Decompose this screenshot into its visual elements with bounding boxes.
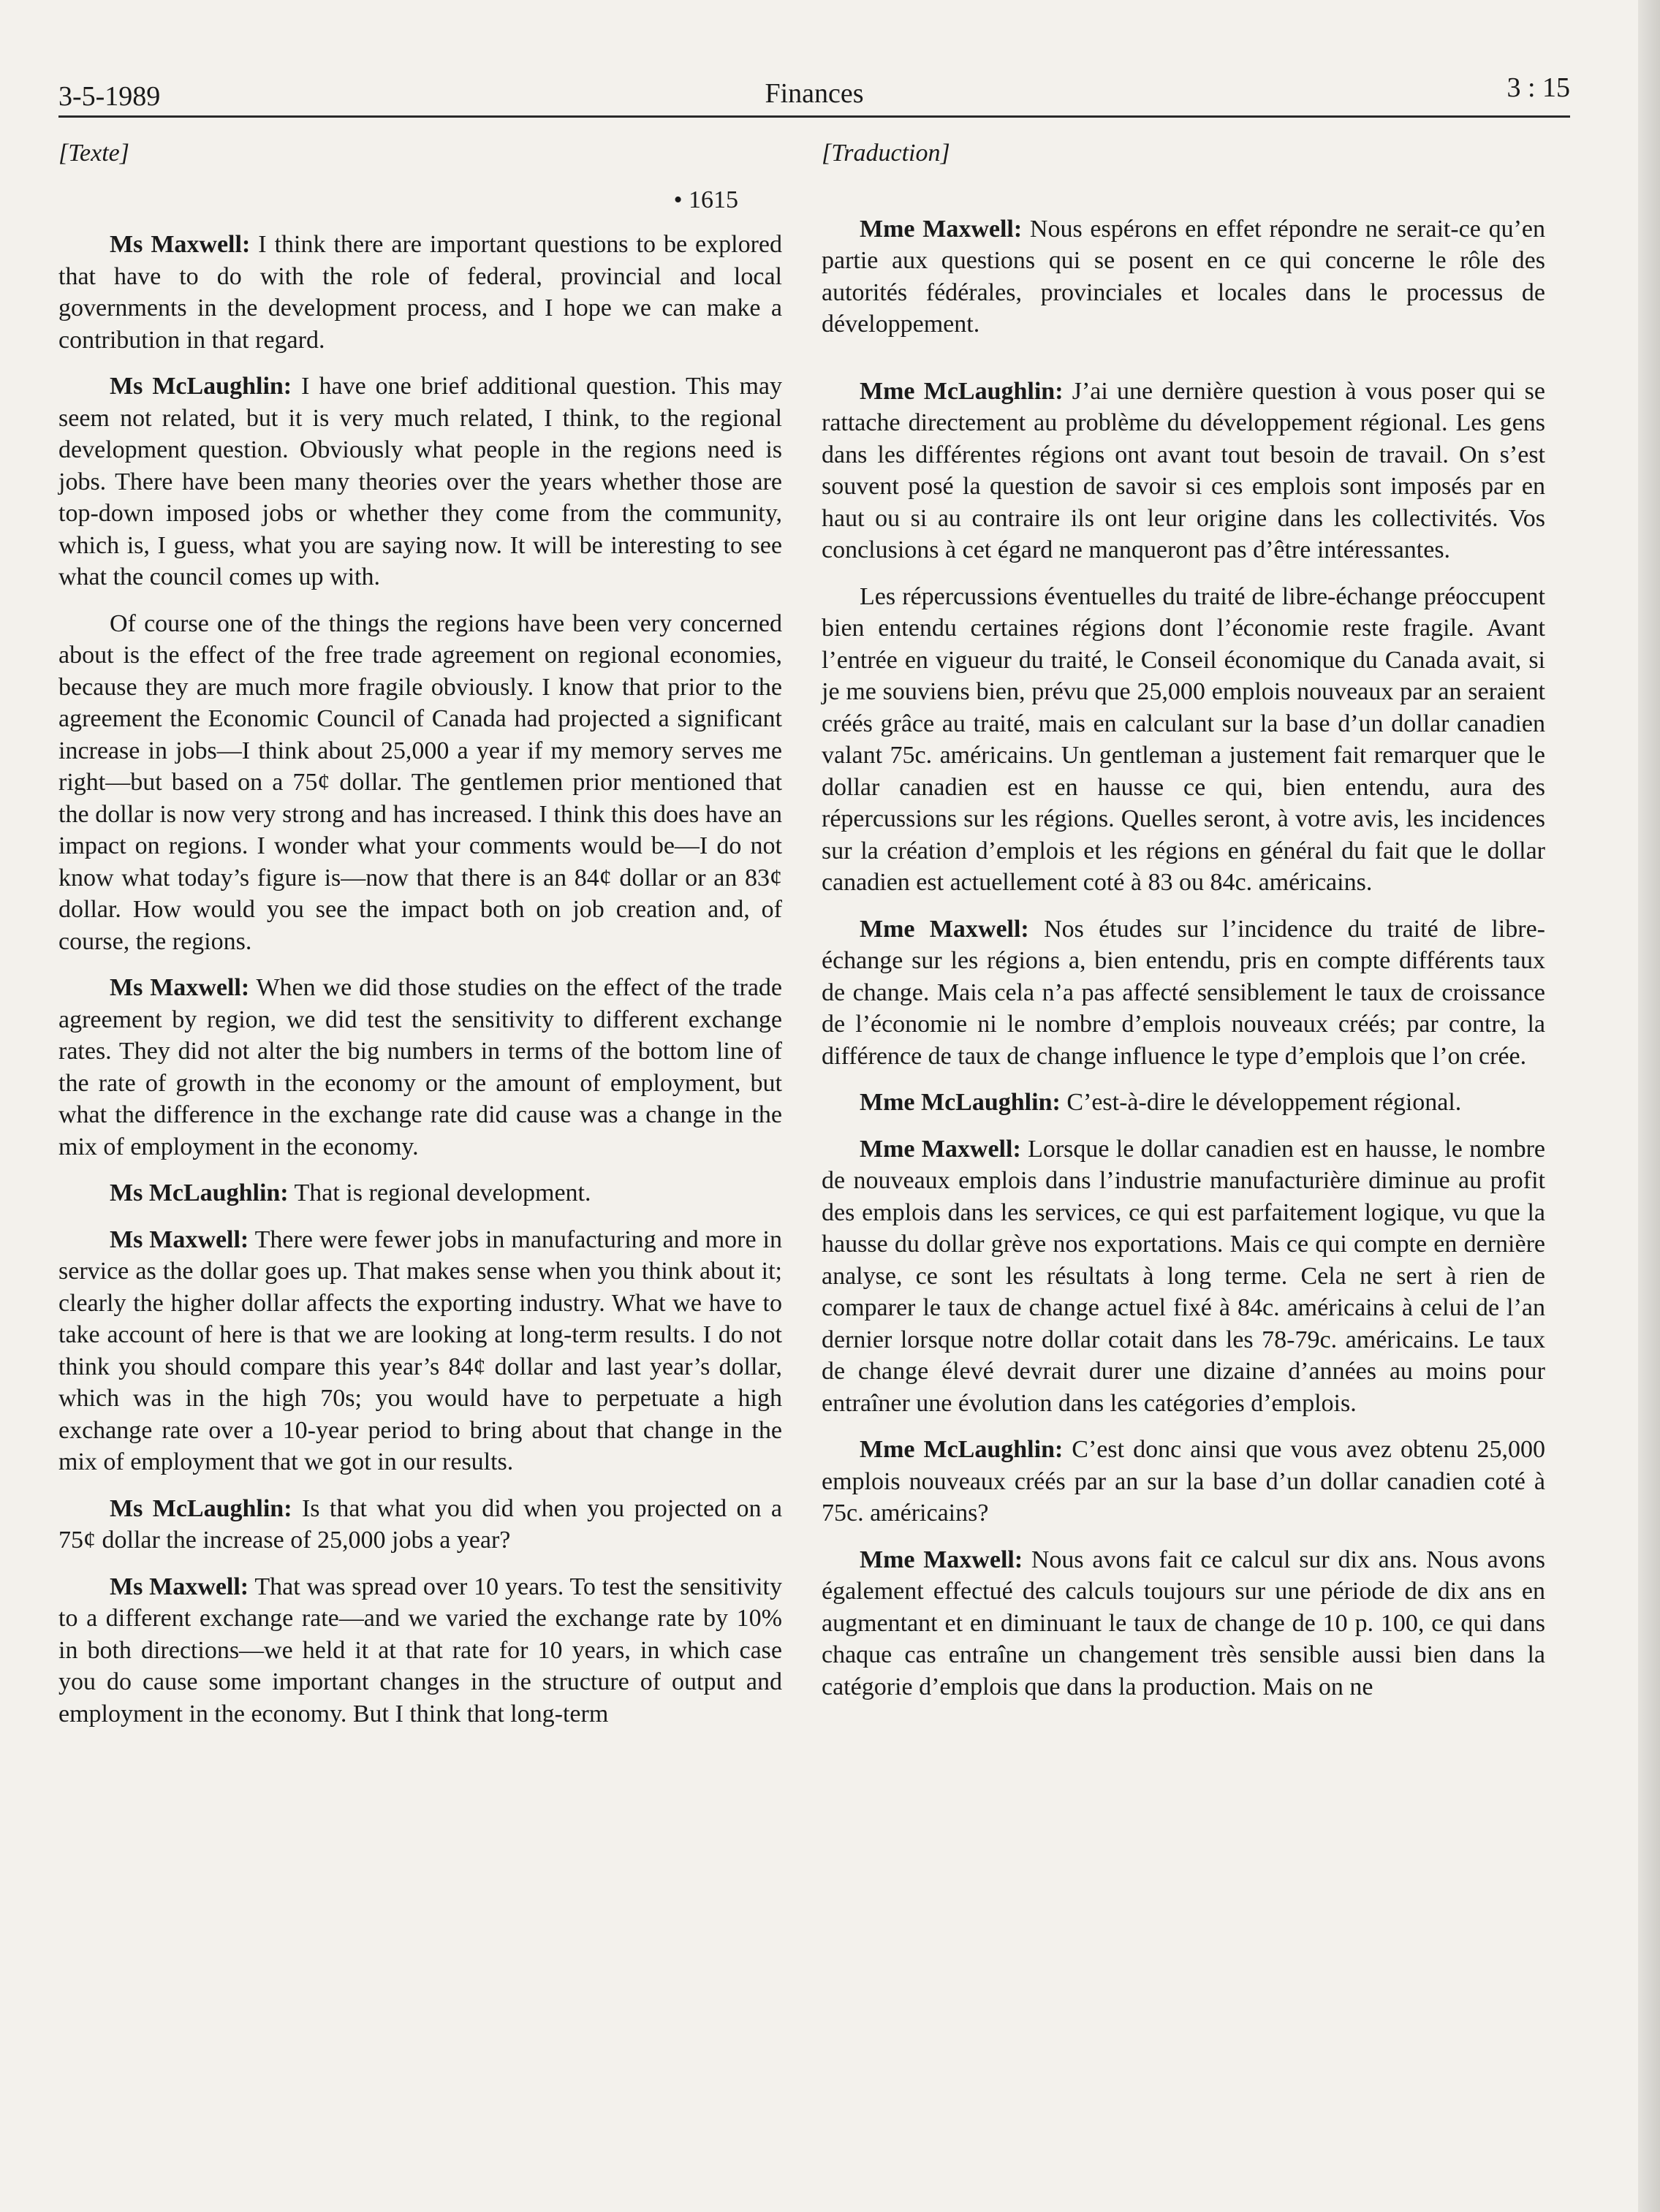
time-mark: • 1615 <box>673 186 738 213</box>
speaker-name: Ms Maxwell: <box>110 1573 249 1600</box>
speaker-name: Mme Maxwell: <box>860 915 1029 943</box>
speaker-name: Mme Maxwell: <box>860 1135 1021 1163</box>
paragraph <box>822 213 1545 341</box>
paragraph <box>58 1571 782 1730</box>
paragraph <box>58 370 782 593</box>
paragraph-text: That was spread over 10 years. To test the sensitivity to a different exchange rate—and we varied the exchange rate by 10% in both directions—we held it at that rate for 10 years, in which case you do cause some important changes in the structure of output and employment in the economy. But I think that long-term <box>58 1573 782 1728</box>
paragraph-text: I think there are important questions to be explored that have to do with the role of federal, provincial and local governments in the development process, and I hope we can make a contribution in that regard. <box>58 231 782 354</box>
paragraph-text: Les répercussions éventuelles du traité de libre-échange préoccupent bien entendu certaines régions dont l’économie reste fragile. Avant l’entrée en vigueur du traité, le Conseil économique du Canada avait, si je me souviens bien, prévu que 25,000 emplois nouveaux par an seraient créés grâce au traité, mais en calculant sur la base d’un dollar canadien valant 75c. américains. Un gentleman a justement fait remarquer que le dollar canadien est en hausse ce qui, bien entendu, aura des répercussions sur les régions. Quelles seront, à votre avis, les incidences sur la création d’emplois et les régions en général du fait que le dollar canadien est actuellement coté à 83 ou 84c. américains. <box>822 582 1545 896</box>
paragraph-text: When we did those studies on the effect of the trade agreement by region, we did test the sensitivity to different exchange rates. They did not alter the big numbers in terms of the bottom line of the rate of growth in the economy or the amount of employment, but what the difference in the exchange rate did cause was a change in the mix of employment in the economy. <box>58 974 782 1160</box>
section-label-texte: [Texte] <box>58 140 129 167</box>
paragraph <box>58 608 782 958</box>
speaker-name: Ms Maxwell: <box>110 974 250 1001</box>
speaker-name: Mme McLaughlin: <box>860 1089 1061 1116</box>
paragraph <box>822 1133 1545 1420</box>
paragraph <box>58 1224 782 1478</box>
french-column <box>822 137 1545 1717</box>
paragraph <box>822 1087 1545 1119</box>
paragraph <box>822 376 1545 566</box>
paragraph-text: C’est donc ainsi que vous avez obtenu 25,000 emplois nouveaux créés par an sur la base d’un dollar canadien coté à 75c. américains? <box>822 1436 1545 1527</box>
paragraph <box>58 229 782 356</box>
paragraph-text: Nos études sur l’incidence du traité de libre-échange sur les régions a, bien entendu, pris en compte différents taux de change. Mais cela n’a pas affecté sensiblement le taux de croissance de l’économie ni le nombre d’emplois nouveaux créés; par contre, la différence de taux de change influence le type d’emplois que l’on crée. <box>822 915 1545 1070</box>
paragraph <box>58 1493 782 1557</box>
page-edge <box>1638 0 1660 2212</box>
paragraph-text: Nous espérons en effet répondre ne serait-ce qu’en partie aux questions qui se posent en ce qui concerne le rôle des autorités fédérales, provinciales et locales dans le processus de développement. <box>822 215 1545 338</box>
paragraph <box>822 1434 1545 1529</box>
header-title: Finances <box>765 78 864 109</box>
speaker-name: Ms McLaughlin: <box>110 373 292 400</box>
speaker-name: Mme Maxwell: <box>860 215 1023 243</box>
paragraph-text: That is regional development. <box>288 1179 591 1206</box>
paragraph <box>58 972 782 1163</box>
paragraph <box>822 1544 1545 1703</box>
paragraph-text: Lorsque le dollar canadien est en hausse, le nombre de nouveaux emplois dans l’industrie manufacturière diminue au profit des emplois dans les services, ce qui est parfaitement logique, vu que la hausse du dollar grève nos exportations. Mais ce qui compte en dernière analyse, ce sont les résultats à long terme. Cela ne sert à rien de comparer le taux de change actuel fixé à 84c. américains à celui de l’an dernier lorsque notre dollar cotait dans les 78-79c. américains. Le taux de change élevé devrait durer une dizaine d’années au moins pour entraîner une évolution dans les catégories d’emplois. <box>822 1135 1545 1417</box>
paragraph <box>822 581 1545 899</box>
speaker-name: Ms Maxwell: <box>110 1225 249 1253</box>
speaker-name: Mme McLaughlin: <box>860 1436 1064 1463</box>
section-label-traduction: [Traduction] <box>822 140 950 167</box>
paragraph-text: There were fewer jobs in manufacturing and more in service as the dollar goes up. That makes sense when you think about it; clearly the higher dollar affects the exporting industry. What we have to take account of here is that we are looking at long-term results. I do not think you should compare this year’s 84¢ dollar and last year’s dollar, which was in the high 70s; you would have to perpetuate a high exchange rate over a 10-year period to bring about that change in the mix of employment that we got in our results. <box>58 1225 782 1475</box>
speaker-name: Ms Maxwell: <box>110 231 251 258</box>
paragraph-text: J’ai une dernière question à vous poser qui se rattache directement au problème du développement régional. Les gens dans les différentes régions ont avant tout besoin de travail. On s’est souvent posé la question de savoir si ces emplois sont imposés par en haut ou si au contraire ils ont leur origine dans les collectivités. Vos conclusions à cet égard ne manqueront pas d’être intéressantes. <box>822 377 1545 563</box>
paragraph-text: Nous avons fait ce calcul sur dix ans. Nous avons également effectué des calculs toujours sur une période de dix ans en augmentant et en diminuant le taux de change de 10 p. 100, ce qui dans chaque cas entraîne un changement très sensible aussi bien dans la catégorie d’emplois que dans la production. Mais on ne <box>822 1546 1545 1700</box>
paragraph-text: Of course one of the things the regions have been very concerned about is the effect of the free trade agreement on regional economies, because they are much more fragile obviously. I know that prior to the agreement the Economic Council of Canada had projected a significant increase in jobs—I think about 25,000 a year if my memory serves me right—but based on a 75¢ dollar. The gentlemen prior mentioned that the dollar is now very strong and has increased. I think this does have an impact on regions. I wonder what your comments would be—I do not know what today’s figure is—now that there is an 84¢ dollar or an 83¢ dollar. How would you see the impact both on job creation and, of course, the regions. <box>58 609 782 955</box>
header-date: 3-5-1989 <box>58 81 161 112</box>
page-header <box>58 70 1570 118</box>
speaker-name: Ms McLaughlin: <box>110 1494 292 1522</box>
paragraph-text: Is that what you did when you projected on a 75¢ dollar the increase of 25,000 jobs a year? <box>58 1494 783 1554</box>
paragraph-text: C’est-à-dire le développement régional. <box>1060 1089 1462 1116</box>
paragraph <box>822 913 1545 1073</box>
header-page-number: 3 : 15 <box>1506 72 1570 103</box>
paragraph-text: I have one brief additional question. This may seem not related, but it is very much related, I think, to the regional development question. Obviously what people in the regions need is jobs. There have been many theories over the years whether those are top-down imposed jobs or whether they come from the community, which is, I guess, what you are saying now. It will be interesting to see what the council comes up with. <box>58 373 783 590</box>
speaker-name: Mme Maxwell: <box>860 1546 1023 1573</box>
speaker-name: Ms McLaughlin: <box>110 1179 289 1206</box>
english-column <box>58 137 782 1744</box>
speaker-name: Mme McLaughlin: <box>860 377 1064 405</box>
paragraph <box>58 1177 782 1209</box>
